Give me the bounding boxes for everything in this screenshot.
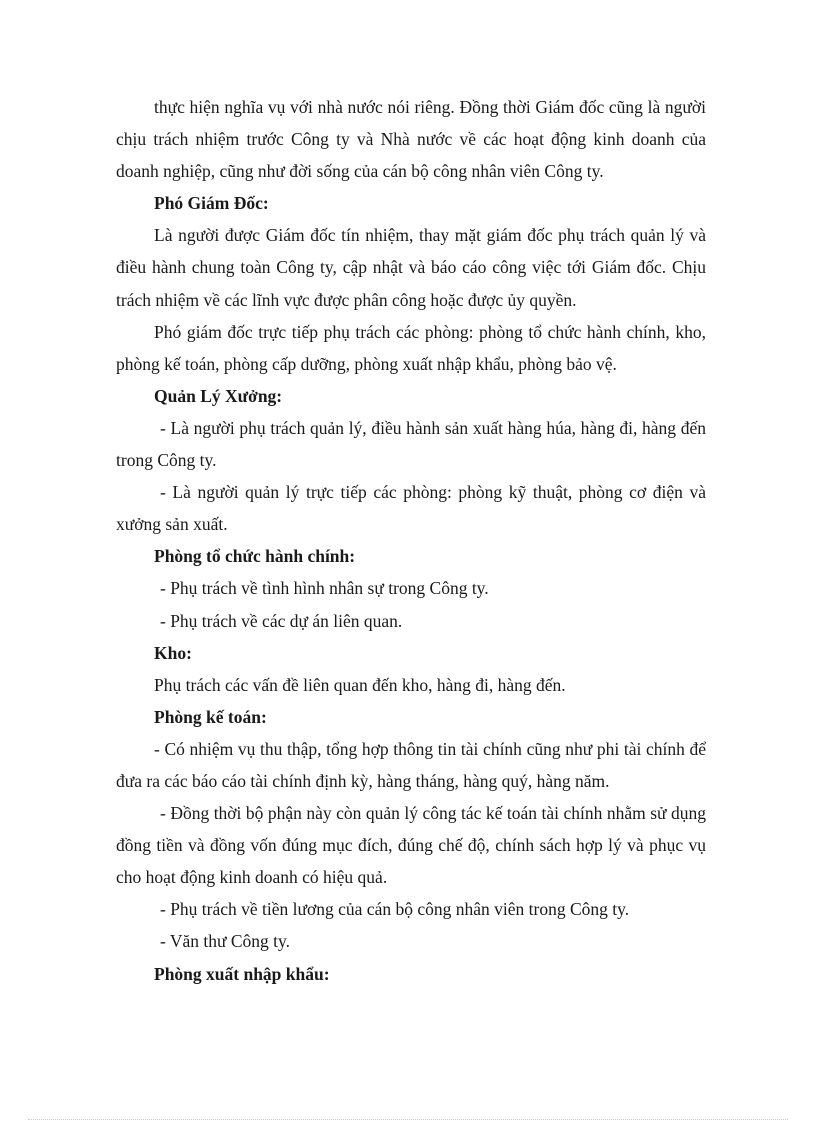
- list-item-accounting-salary: - Phụ trách về tiền lương của cán bộ công nhân viên trong Công ty.: [160, 899, 630, 920]
- heading-admin-department: Phòng tổ chức hành chính:: [154, 546, 356, 567]
- list-item-workshop-production: - Là người phụ trách quản lý, điều hành sản xuất hàng húa, hàng đi, hàng đến trong Công ty.: [116, 417, 706, 471]
- heading-deputy-director: Phó Giám Đốc:: [154, 193, 269, 214]
- paragraph-warehouse: Phụ trách các vấn đề liên quan đến kho, hàng đi, hàng đến.: [154, 674, 566, 695]
- heading-warehouse: Kho:: [154, 642, 192, 663]
- page-bottom-divider: [28, 1119, 788, 1120]
- list-item-admin-projects: - Phụ trách về các dự án liên quan.: [160, 610, 403, 631]
- list-item-admin-personnel: - Phụ trách về tình hình nhân sự trong Công ty.: [160, 578, 489, 599]
- paragraph-deputy-role: Là người được Giám đốc tín nhiệm, thay mặt giám đốc phụ trách quản lý và điều hành chung toàn Công ty, cập nhật và báo cáo công việc tới Giám đốc. Chịu trách nhiệm về các lĩnh vực được phân công hoặc được ủy quyền.: [116, 225, 706, 310]
- heading-accounting: Phòng kế toán:: [154, 706, 267, 727]
- list-item-accounting-management: - Đồng thời bộ phận này còn quản lý công tác kế toán tài chính nhằm sử dụng đồng tiền và đồng vốn đúng mục đích, đúng chế độ, chính sách hợp lý và phục vụ cho hoạt động kinh doanh có hiệu quả.: [116, 803, 706, 888]
- heading-workshop-manager: Quản Lý Xưởng:: [154, 385, 283, 406]
- list-item-workshop-departments: - Là người quản lý trực tiếp các phòng: phòng kỹ thuật, phòng cơ điện và xưởng sản xuất.: [116, 482, 706, 535]
- list-item-accounting-clerical: - Văn thư Công ty.: [160, 931, 291, 952]
- list-item-accounting-reports: - Có nhiệm vụ thu thập, tổng hợp thông tin tài chính cũng như phi tài chính để đưa ra các báo cáo tài chính định kỳ, hàng tháng, hàng quý, hàng năm.: [116, 738, 706, 791]
- paragraph-deputy-departments: Phó giám đốc trực tiếp phụ trách các phòng: phòng tổ chức hành chính, kho, phòng kế toán, phòng cấp dưỡng, phòng xuất nhập khẩu, phòng bảo vệ.: [116, 321, 706, 374]
- heading-import-export: Phòng xuất nhập khẩu:: [154, 963, 330, 984]
- document-body: [116, 91, 706, 990]
- paragraph-director-duties: thực hiện nghĩa vụ với nhà nước nói riêng. Đồng thời Giám đốc cũng là người chịu trách nhiệm trước Công ty và Nhà nước về các hoạt động kinh doanh của doanh nghiệp, cũng như đời sống của cán bộ công nhân viên Công ty.: [116, 97, 706, 182]
